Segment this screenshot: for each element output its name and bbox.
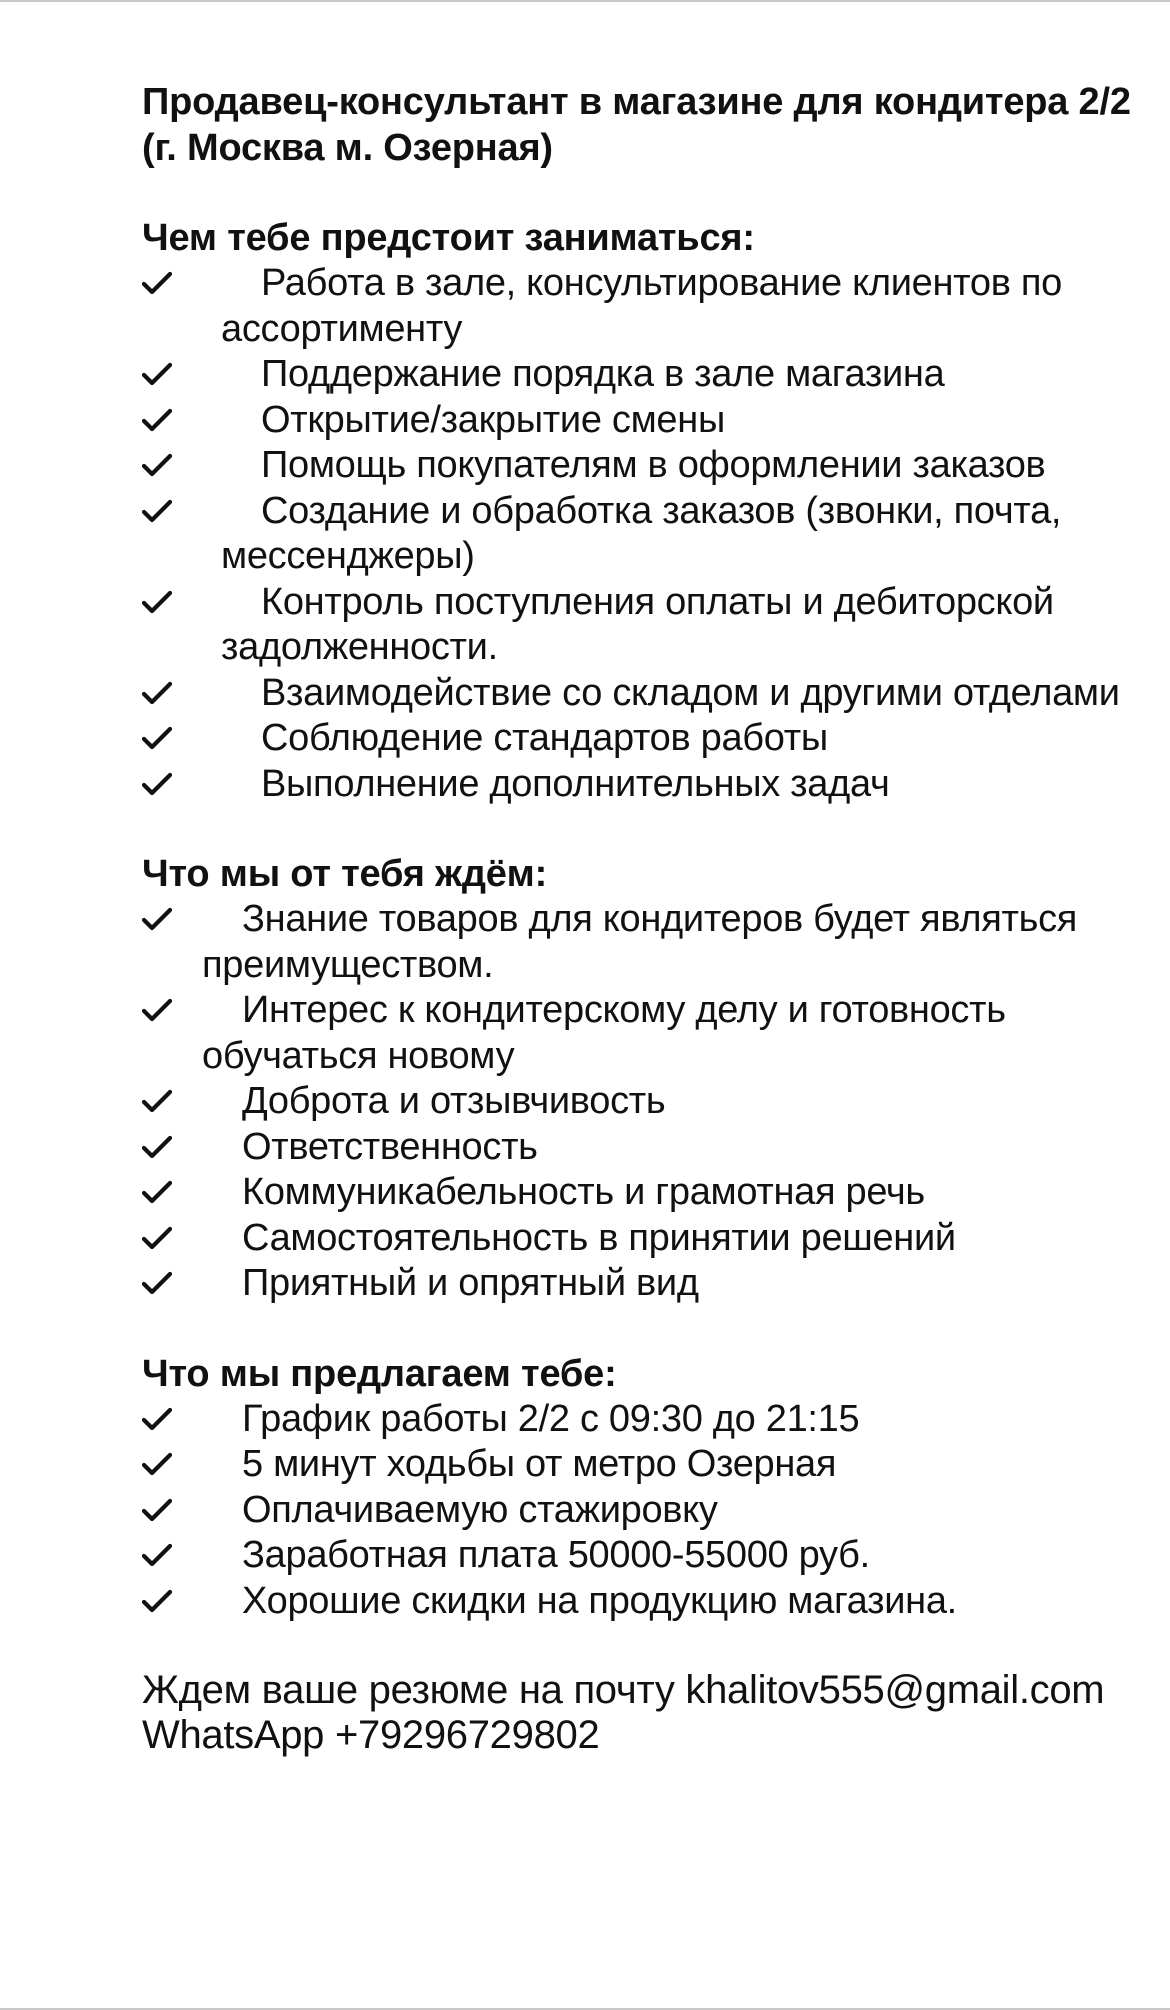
checkmark-icon: [142, 499, 172, 523]
checkmark-icon: [142, 1135, 172, 1159]
offers-heading: Что мы предлагаем тебе:: [142, 1352, 617, 1395]
checkmark-icon: [142, 681, 172, 705]
tasks-list: [142, 261, 1132, 807]
contact-whatsapp-line[interactable]: WhatsApp +79296729802: [142, 1713, 600, 1757]
vacancy-document: [142, 79, 1132, 1758]
requirements-heading: Что мы от тебя ждём:: [142, 853, 548, 895]
contact-block: [142, 1668, 1132, 1758]
requirements-list: [142, 897, 1132, 1307]
checkmark-icon: [142, 1226, 172, 1250]
list-item: Коммуникабельность и грамотная речь: [142, 1170, 1132, 1216]
list-item: Поддержание порядка в зале магазина: [142, 352, 1132, 398]
list-item: Хорошие скидки на продукцию магазина.: [142, 1579, 1132, 1625]
checkmark-icon: [142, 408, 172, 432]
tasks-heading: Чем тебе предстоит заниматься:: [142, 217, 755, 259]
checkmark-icon: [142, 1589, 172, 1613]
checkmark-icon: [142, 1407, 172, 1431]
list-item: Знание товаров для кондитеров будет являться преимуществом.: [142, 897, 1132, 988]
list-item: График работы 2/2 с 09:30 до 21:15: [142, 1397, 1132, 1443]
checkmark-icon: [142, 362, 172, 386]
list-item: Интерес к кондитерскому делу и готовность обучаться новому: [142, 988, 1132, 1079]
checkmark-icon: [142, 590, 172, 614]
checkmark-icon: [142, 1180, 172, 1204]
checkmark-icon: [142, 271, 172, 295]
vacancy-title: Продавец-консультант в магазине для кондитера 2/2 (г. Москва м. Озерная): [142, 81, 1131, 169]
checkmark-icon: [142, 1271, 172, 1295]
checkmark-icon: [142, 1452, 172, 1476]
checkmark-icon: [142, 1498, 172, 1522]
list-item: Работа в зале, консультирование клиентов по ассортименту: [142, 261, 1132, 352]
list-item: Доброта и отзывчивость: [142, 1079, 1132, 1125]
contact-email-line[interactable]: Ждем ваше резюме на почту khalitov555@gmail.com: [142, 1668, 1105, 1712]
list-item: Соблюдение стандартов работы: [142, 716, 1132, 762]
list-item: Ответственность: [142, 1125, 1132, 1171]
list-item: Контроль поступления оплаты и дебиторской задолженности.: [142, 580, 1132, 671]
checkmark-icon: [142, 998, 172, 1022]
list-item: Помощь покупателям в оформлении заказов: [142, 443, 1132, 489]
list-item: Приятный и опрятный вид: [142, 1261, 1132, 1307]
list-item: Выполнение дополнительных задач: [142, 762, 1132, 808]
list-item: Создание и обработка заказов (звонки, почта, мессенджеры): [142, 489, 1132, 580]
list-item: 5 минут ходьбы от метро Озерная: [142, 1442, 1132, 1488]
checkmark-icon: [142, 907, 172, 931]
checkmark-icon: [142, 1543, 172, 1567]
checkmark-icon: [142, 1089, 172, 1113]
list-item: Самостоятельность в принятии решений: [142, 1216, 1132, 1262]
list-item: Оплачиваемую стажировку: [142, 1488, 1132, 1534]
top-divider: [0, 0, 1170, 2]
list-item: Взаимодействие со складом и другими отделами: [142, 671, 1132, 717]
checkmark-icon: [142, 453, 172, 477]
list-item: Заработная плата 50000-55000 руб.: [142, 1533, 1132, 1579]
list-item: Открытие/закрытие смены: [142, 398, 1132, 444]
checkmark-icon: [142, 772, 172, 796]
checkmark-icon: [142, 726, 172, 750]
offers-list: [142, 1397, 1132, 1625]
